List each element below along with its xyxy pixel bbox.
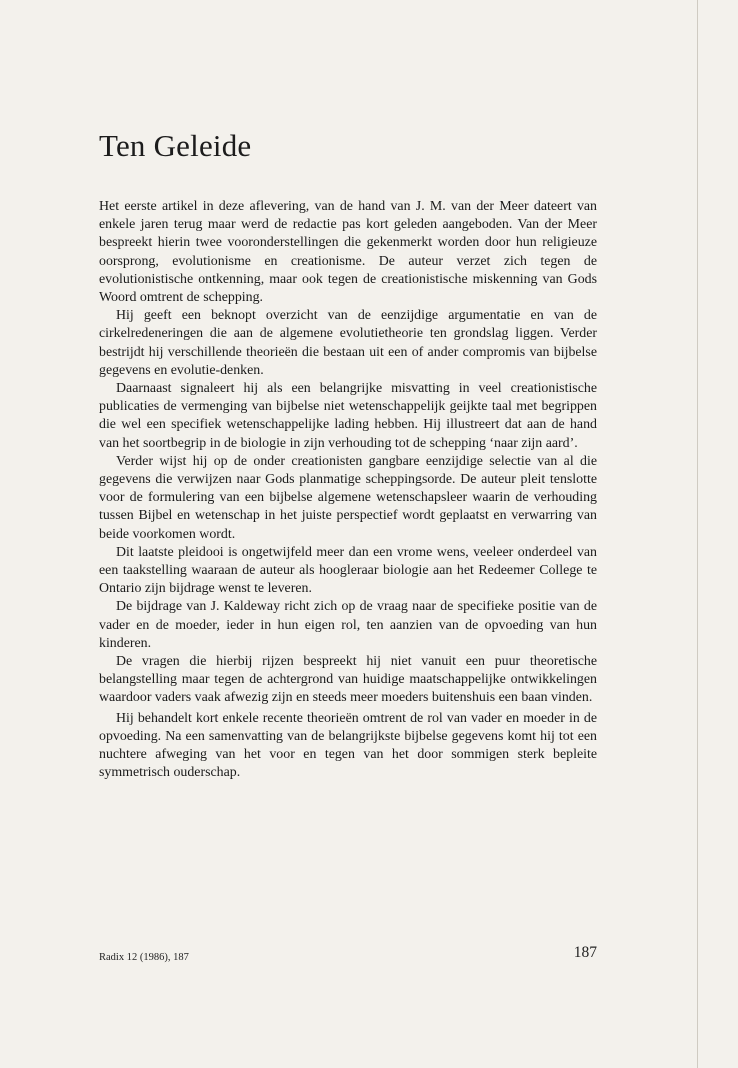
page-number: 187 bbox=[573, 944, 597, 961]
paragraph-7: De vragen die hierbij rijzen bespreekt hij niet vanuit een puur theoretische belangstelling maar tegen de achtergrond van huidige maatschappelijke ontwikkelingen waardoor vaders vaak afwezig zijn en steeds meer moeders buitenshuis een baan vinden. bbox=[99, 654, 597, 706]
article-body bbox=[99, 198, 597, 783]
page-edge-divider bbox=[697, 0, 698, 1068]
paragraph-3: Daarnaast signaleert hij als een belangrijke misvatting in veel creationistische publicaties de vermenging van bijbelse niet wetenschappelijk geijkte taal met begrippen die wel een specifiek wetenschappelijke lading hebben. Hij illustreert dat aan de hand van het soortbegrip in de biologie in zijn verhouding tot de schepping ‘naar zijn aard’. bbox=[99, 381, 597, 451]
paragraph-8: Hij behandelt kort enkele recente theorieën omtrent de rol van vader en moeder in de opvoeding. Na een samenvatting van de belangrijkste bijbelse gegevens komt hij tot een nuchtere afweging van het voor en tegen van het door sommigen sterk bepleite symmetrisch ouderschap. bbox=[99, 710, 597, 781]
journal-citation: Radix 12 (1986), 187 bbox=[99, 952, 189, 963]
paragraph-4: Verder wijst hij op de onder creationisten gangbare eenzijdige selectie van al die gegevens die verwijzen naar Gods planmatige scheppingsorde. De auteur pleit tenslotte voor de formulering van een bijbelse algemene wetenschapsleer waarin de verhouding tussen Bijbel en wetenschap in het juiste perspectief wordt geplaatst en verwarring van beide voorkomen wordt. bbox=[99, 453, 597, 542]
paragraph-1: Het eerste artikel in deze aflevering, van de hand van J. M. van der Meer dateert van enkele jaren terug maar werd de redactie pas kort geleden aangeboden. Van der Meer bespreekt hierin twee vooronderstellingen die gekenmerkt worden door hun religieuze oorsprong, evolutionisme en creationisme. De auteur verzet zich tegen de evolutionistische ontkenning, maar ook tegen de creationistische miskenning van Gods Woord omtrent de schepping. bbox=[99, 199, 597, 306]
page-title: Ten Geleide bbox=[99, 128, 252, 163]
paragraph-5: Dit laatste pleidooi is ongetwijfeld meer dan een vrome wens, veeleer onderdeel van een taakstelling waaraan de auteur als hoogleraar biologie aan het Redeemer College te Ontario zijn bijdrage wenst te leveren. bbox=[99, 544, 597, 597]
paragraph-6: De bijdrage van J. Kaldeway richt zich op de vraag naar de specifieke positie van de vader en de moeder, ieder in hun eigen rol, ten aanzien van de opvoeding van hun kinderen. bbox=[99, 599, 597, 651]
paragraph-2: Hij geeft een beknopt overzicht van de eenzijdige argumentatie en van de cirkelredeneringen die aan de algemene evolutietheorie ten grondslag liggen. Verder bestrijdt hij verschillende theorieën die bestaan uit een of ander compromis van bijbelse gegevens en evolutie-denken. bbox=[99, 308, 597, 378]
